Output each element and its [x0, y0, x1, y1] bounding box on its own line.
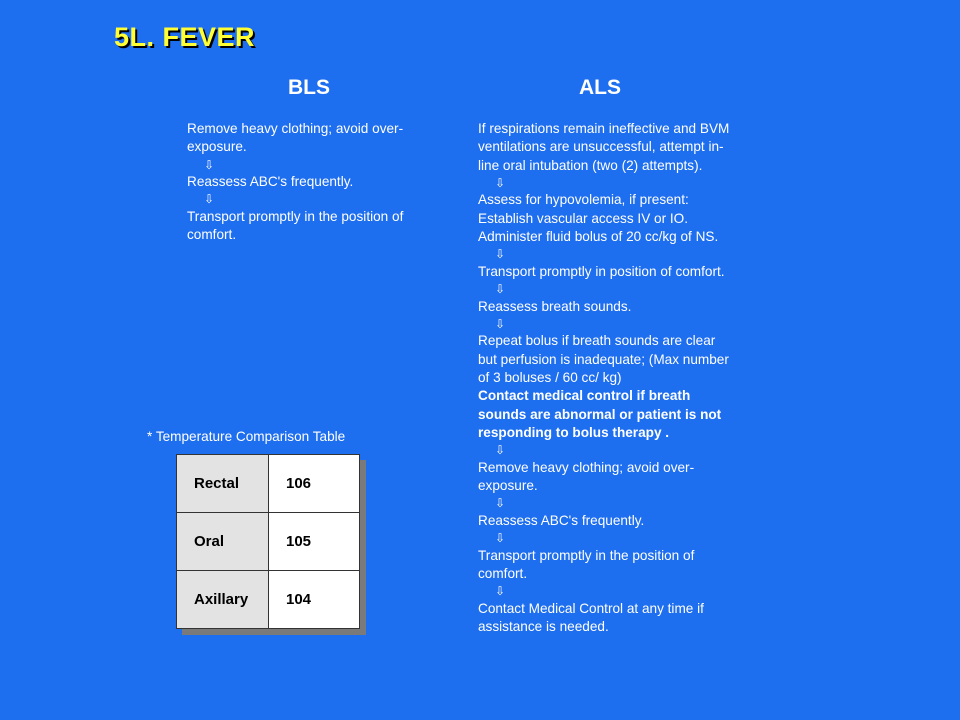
- page-title: 5L. FEVER: [114, 22, 256, 52]
- protocol-step: Assess for hypovolemia, if present: Establish vascular access IV or IO. Administer fluid bolus of 20 cc/kg of NS.: [478, 192, 719, 244]
- temperature-cell: 105: [269, 513, 360, 571]
- protocol-step: Transport promptly in the position of comfort.: [478, 547, 695, 581]
- protocol-step: Remove heavy clothing; avoid over-exposure.: [187, 121, 404, 155]
- table-row: [177, 571, 360, 629]
- protocol-step: Reassess ABC's frequently.: [478, 512, 645, 528]
- site-cell: Axillary: [177, 571, 269, 629]
- down-arrow-icon: ⇩: [495, 584, 506, 599]
- bls-step-list: [187, 120, 437, 244]
- als-heading: ALS: [579, 76, 621, 99]
- table-row: [177, 513, 360, 571]
- protocol-step: Remove heavy clothing; avoid over-exposure.: [478, 459, 695, 493]
- table-row: [177, 455, 360, 513]
- down-arrow-icon: ⇩: [495, 316, 506, 331]
- down-arrow-icon: ⇩: [495, 496, 506, 511]
- protocol-step: Contact medical control if breath sounds are abnormal or patient is not responding to bolus therapy .: [478, 388, 722, 440]
- down-arrow-icon: ⇩: [204, 157, 215, 172]
- down-arrow-icon: ⇩: [495, 443, 506, 458]
- down-arrow-icon: ⇩: [204, 192, 215, 207]
- als-step-list: [478, 120, 730, 636]
- temperature-cell: 104: [269, 571, 360, 629]
- down-arrow-icon: ⇩: [495, 282, 506, 297]
- table-caption: * Temperature Comparison Table: [147, 429, 346, 444]
- protocol-step: Repeat bolus if breath sounds are clear but perfusion is inadequate; (Max number of 3 boluses / 60 cc/ kg): [478, 333, 729, 385]
- protocol-step: Transport promptly in position of comfort.: [478, 263, 725, 279]
- protocol-step: If respirations remain ineffective and BVM ventilations are unsuccessful, attempt in-line oral intubation (two (2) attempts).: [478, 121, 730, 173]
- temperature-comparison-table: [176, 454, 360, 629]
- down-arrow-icon: ⇩: [495, 175, 506, 190]
- down-arrow-icon: ⇩: [495, 531, 506, 546]
- protocol-step: Transport promptly in the position of comfort.: [187, 208, 404, 243]
- protocol-step: Reassess breath sounds.: [478, 298, 632, 314]
- down-arrow-icon: ⇩: [495, 247, 506, 262]
- site-cell: Rectal: [177, 455, 269, 513]
- protocol-step: Reassess ABC's frequently.: [187, 174, 354, 190]
- bls-heading: BLS: [288, 76, 330, 99]
- site-cell: Oral: [177, 513, 269, 571]
- protocol-step: Contact Medical Control at any time if assistance is needed.: [478, 600, 704, 634]
- temperature-cell: 106: [269, 455, 360, 513]
